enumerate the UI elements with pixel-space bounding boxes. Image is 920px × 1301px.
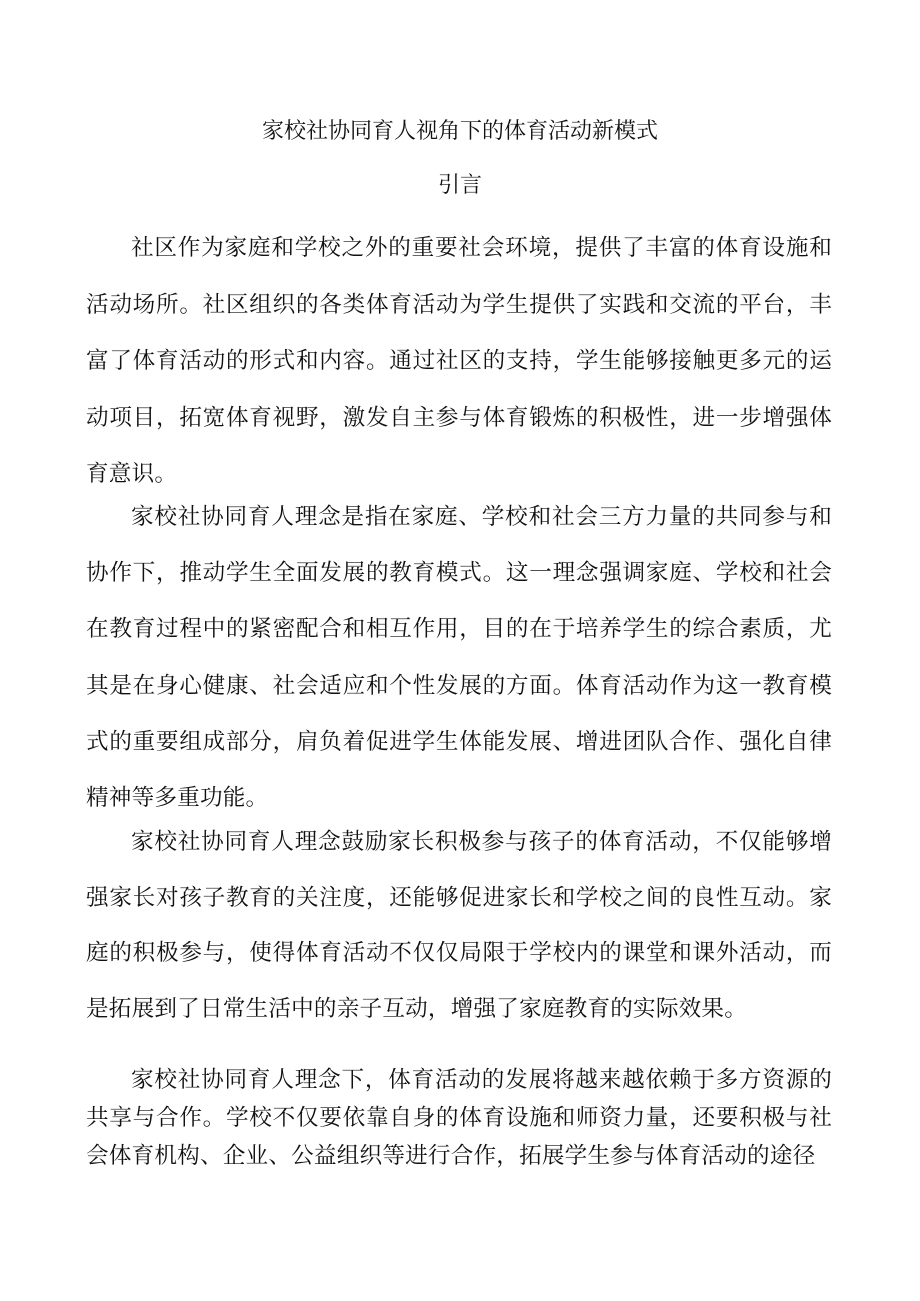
paragraph-3: 家校社协同育人理念鼓励家长积极参与孩子的体育活动，不仅能够增强家长对孩子教育的关注度，还能够促进家长和学校之间的良性互动。家庭的积极参与，使得体育活动不仅仅局限于学校内的课堂和课外活动，而是拓展到了日常生活中的亲子互动，增强了家庭教育的实际效果。 [86, 829, 832, 1022]
paragraph-2: 家校社协同育人理念是指在家庭、学校和社会三方力量的共同参与和协作下，推动学生全面发展的教育模式。这一理念强调家庭、学校和社会在教育过程中的紧密配合和相互作用，目的在于培养学生的综合素质，尤其是在身心健康、社会适应和个性发展的方面。体育活动作为这一教育模式的重要组成部分，肩负着促进学生体能发展、增进团队合作、强化自律精神等多重功能。 [86, 504, 832, 812]
paragraph-4: 家校社协同育人理念下，体育活动的发展将越来越依赖于多方资源的共享与合作。学校不仅要依靠自身的体育设施和师资力量，还要积极与社会体育机构、企业、公益组织等进行合作，拓展学生参与体育活动的途径 [86, 1067, 832, 1169]
paragraph-1: 社区作为家庭和学校之外的重要社会环境，提供了丰富的体育设施和活动场所。社区组织的各类体育活动为学生提供了实践和交流的平台，丰富了体育活动的形式和内容。通过社区的支持，学生能够接触更多元的运动项目，拓宽体育视野，激发自主参与体育锻炼的积极性，进一步增强体育意识。 [86, 235, 832, 487]
section-heading: 引言 [437, 173, 482, 198]
document-title: 家校社协同育人视角下的体育活动新模式 [261, 119, 658, 144]
